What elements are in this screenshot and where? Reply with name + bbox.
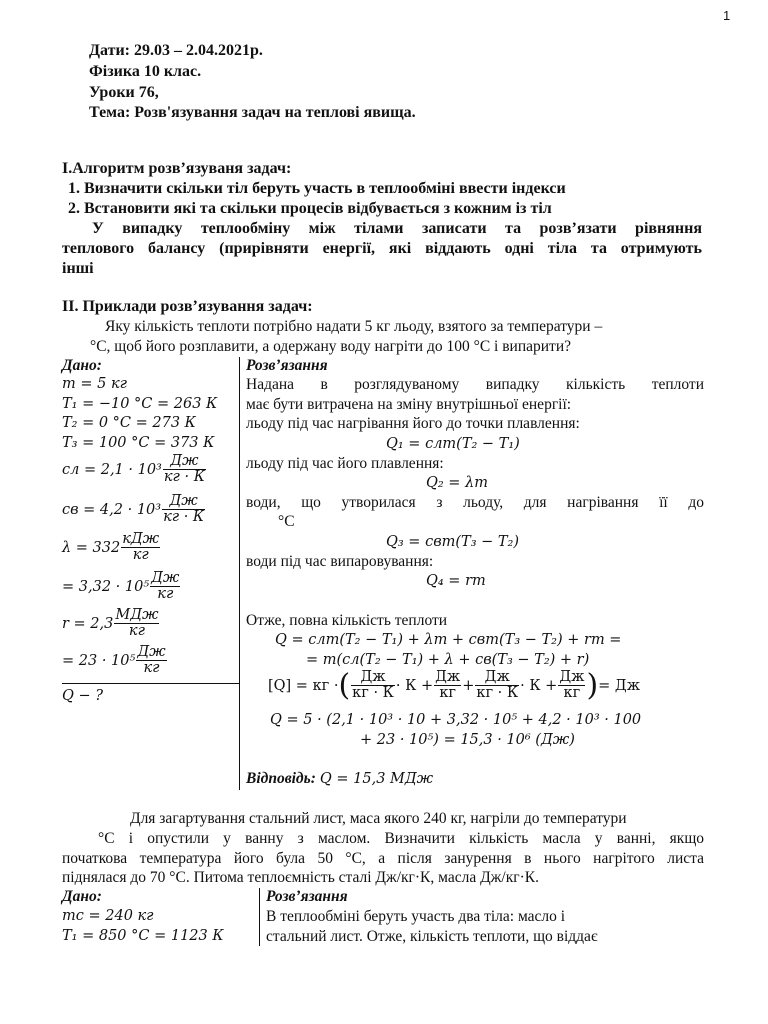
units-close-paren: ) [586, 667, 599, 703]
page-number: 1 [723, 8, 731, 23]
given1-cv-value: cв = 4,2 · 10³ [62, 501, 162, 518]
given1-t3: T₃ = 100 °C = 373 К [62, 435, 215, 451]
problem2-line-4: піднялася до 70 °С. Питома теплоємність сталі Дж/кг·К, масла Дж/кг·К. [62, 869, 539, 886]
given1-lambda-si [62, 571, 181, 602]
algorithm-title: I.Алгоритм розв’язуваня задач: [62, 160, 292, 177]
problem2-line-2: °C і опустили у ванну з маслом. Визначити кількість масла у ванні, якщо [98, 830, 704, 847]
units-rhs: = Дж [598, 677, 641, 694]
solution1-line-4: льоду під час його плавлення: [246, 455, 444, 472]
problem1-line-1: Яку кількість теплоти потрібно надати 5 кг льоду, взятого за температури – [105, 318, 603, 335]
given1-r-value: r = 2,3 [62, 615, 114, 632]
units-frac3-den: кг · К [476, 685, 519, 702]
solution1-line-1: Надана в розглядуваному випадку кількість теплоти [246, 376, 704, 393]
given1-r-si [62, 645, 168, 676]
given1-cv-unit-den: кг · К [163, 509, 205, 526]
given1-cv [62, 494, 206, 525]
given1-r-unit-num: МДж [115, 607, 159, 623]
solution2-label: Розв’язання [266, 888, 348, 905]
solution1-eq-q2: Q₂ = λm [426, 475, 489, 491]
given2-t1: T₁ = 850 °C = 1123 К [62, 928, 224, 944]
given1-find: Q − ? [62, 688, 104, 704]
solution1-eq-q3: Q₃ = cвm(T₃ − T₂) [386, 534, 520, 550]
examples-title: II. Приклади розв’язування задач: [62, 298, 313, 315]
topic-line: Тема: Розв'язування задач на теплові явища. [89, 104, 416, 121]
given1-lambda-si-unit-den: кг [157, 586, 174, 603]
given1-r-unit-den: кг [128, 623, 145, 640]
answer-value: Q = 15,3 МДж [319, 771, 434, 787]
solution1-answer [246, 770, 433, 788]
units-frac2-num: Дж [435, 669, 461, 685]
solution2-line-2: стальний лист. Отже, кількість теплоти, що віддає [266, 928, 598, 945]
given2-label: Дано: [62, 888, 102, 905]
given1-t2: T₂ = 0 °C = 273 К [62, 415, 196, 431]
given1-label: Дано: [62, 357, 102, 374]
solution1-line-5b: °C [278, 513, 295, 530]
given1-r [62, 608, 160, 639]
lessons-line: Уроки 76, [89, 84, 159, 101]
solution2-line-1: В теплообміні беруть участь два тіла: масло і [266, 908, 566, 925]
algorithm-note-line-1: У випадку теплообміну між тілами записати та розв’язати рівняння [92, 220, 702, 237]
given1-r-si-unit-num: Дж [137, 644, 166, 660]
given2-mass: mc = 240 кг [62, 908, 154, 924]
units-frac4-num: Дж [559, 669, 585, 685]
given1-t1: T₁ = −10 °C = 263 К [62, 396, 218, 412]
given1-mass: m = 5 кг [62, 376, 127, 392]
solution1-eq-units [268, 667, 641, 703]
units-frac1-den: кг · К [352, 685, 394, 702]
given1-cl-unit-den: кг · К [163, 469, 205, 486]
algorithm-note-line-3: інші [62, 260, 94, 277]
units-frac2-den: кг [439, 685, 456, 702]
given1-lambda-si-value: = 3,32 · 10⁵ [62, 578, 150, 595]
solution1-line-2: має бути витрачена на зміну внутрішньої енергії: [246, 396, 572, 413]
table1-divider [239, 357, 240, 790]
given1-lambda-si-unit-num: Дж [151, 570, 180, 586]
given1-cl-value: cл = 2,1 · 10³ [62, 461, 162, 478]
units-frac4-den: кг [563, 685, 581, 702]
solution1-eq-calc-1: Q = 5 · (2,1 · 10³ · 10 + 3,32 · 10⁵ + 4,2 · 10³ · 100 [270, 712, 642, 728]
given1-r-si-unit-den: кг [143, 660, 160, 677]
solution1-eq-total-factored: = m(cл(T₂ − T₁) + λ + cв(T₃ − T₂) + r) [306, 652, 590, 668]
units-open-paren: ( [338, 667, 351, 703]
units-times-k1: · К + [395, 677, 434, 694]
answer-label: Відповідь: [246, 770, 316, 787]
problem1-line-2: °C, щоб його розплавити, а одержану воду нагріти до 100 °С і випарити? [90, 338, 571, 355]
units-frac1-num: Дж [351, 670, 395, 686]
problem2-line-3: початкова температура його була 50 °С, а після занурення в нього нагрітого листа [62, 850, 704, 867]
given1-cl-unit-num: Дж [163, 454, 206, 470]
solution1-line-7: Отже, повна кількість теплоти [246, 612, 448, 629]
algorithm-note-line-2: теплового балансу (прирівняти енергії, які віддають одні тіла та отримують [62, 240, 702, 257]
solution1-line-6: води під час випаровування: [246, 553, 434, 570]
solution1-eq-calc-2: + 23 · 10⁵) = 15,3 · 10⁶ (Дж) [360, 732, 575, 748]
given1-lambda [62, 532, 161, 563]
solution1-line-5: води, що утворилася з льоду, для нагрівання її до [246, 494, 704, 511]
dates-line: Дати: 29.03 – 2.04.2021р. [89, 42, 263, 59]
given1-lambda-unit-num: кДж [122, 531, 160, 547]
units-frac3-num: Дж [475, 670, 519, 686]
given1-lambda-unit-den: кг [132, 547, 149, 564]
units-lhs: [Q] = кг · [268, 677, 339, 694]
solution1-line-3: льоду під час нагрівання його до точки плавлення: [246, 415, 580, 432]
algorithm-step-1: 1. Визначити скільки тіл беруть участь в теплообміні ввести індекси [68, 180, 566, 197]
given1-cv-unit-num: Дж [162, 494, 205, 510]
given1-lambda-value: λ = 332 [62, 539, 121, 556]
subject-line: Фізика 10 клас. [89, 63, 202, 80]
units-plus: + [462, 677, 475, 694]
problem2-line-1: Для загартування стальний лист, маса якого 240 кг, нагріли до температури [130, 810, 627, 827]
solution1-eq-q1: Q₁ = cлm(T₂ − T₁) [386, 436, 520, 452]
given1-cl [62, 454, 207, 485]
given1-find-line [62, 683, 239, 684]
units-times-k2: · К + [520, 677, 558, 694]
table2-divider [259, 888, 260, 946]
solution1-eq-q4: Q₄ = rm [426, 573, 486, 589]
solution1-eq-total: Q = cлm(T₂ − T₁) + λm + cвm(T₃ − T₂) + rm = [275, 632, 622, 648]
given1-r-si-value: = 23 · 10⁵ [62, 652, 136, 669]
algorithm-step-2: 2. Встановити які та скільки процесів відбувається з кожним із тіл [68, 200, 552, 217]
solution1-label: Розв’язання [246, 357, 328, 374]
